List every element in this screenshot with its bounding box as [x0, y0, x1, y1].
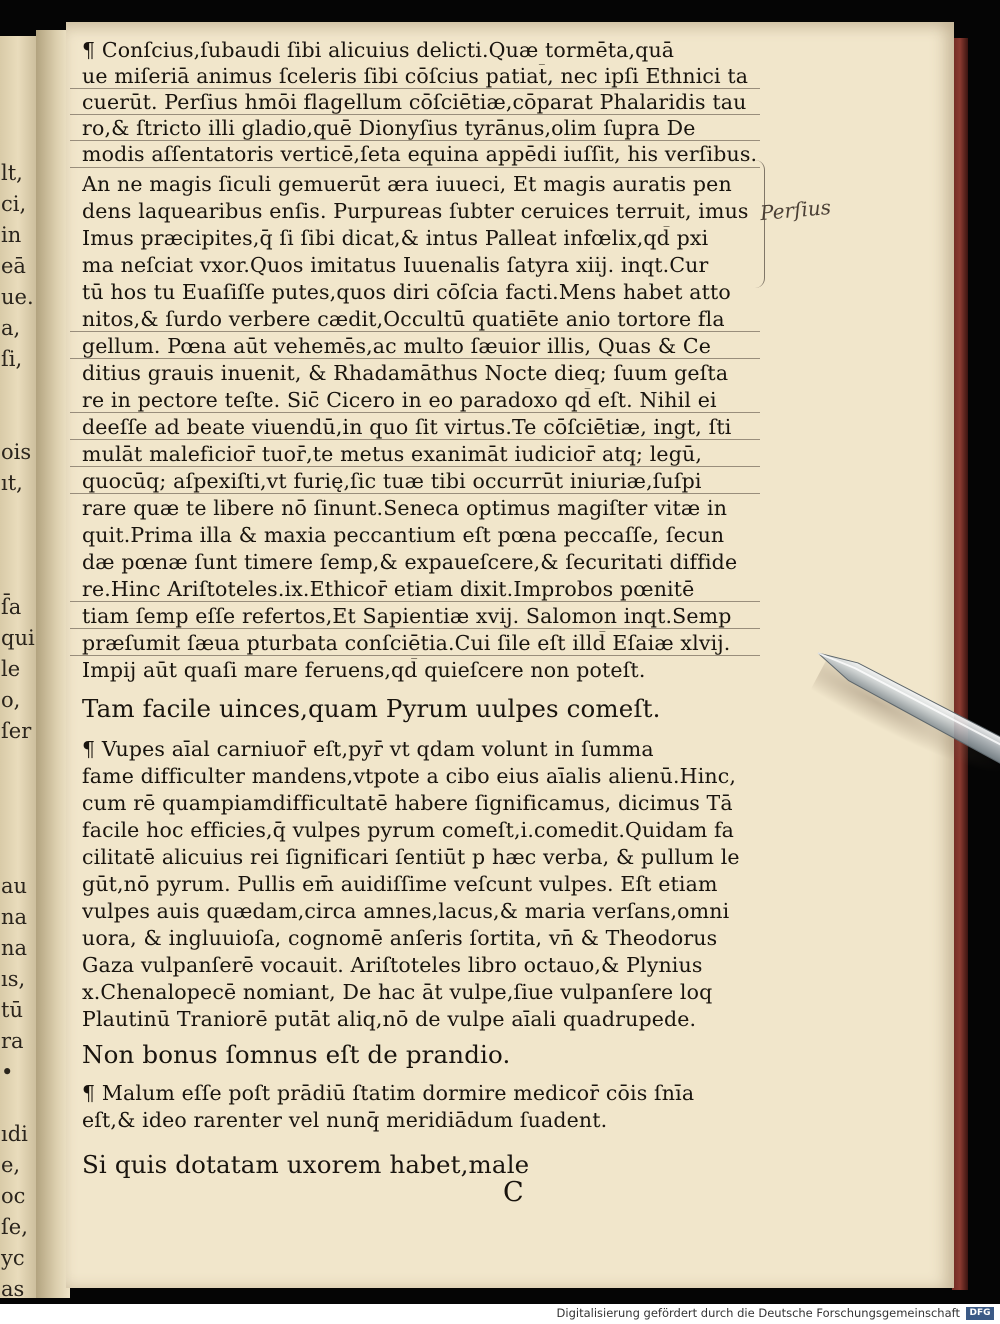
- facing-page-fragment: ſer: [1, 719, 32, 743]
- facing-page-fragment: eā: [1, 254, 26, 278]
- text-line: ¶ Malum eſſe poſt prādiū ſtatim dormire medicor̄ cōis ſnīa: [82, 1081, 695, 1105]
- underline: [70, 167, 760, 168]
- text-line: vulpes auis quædam,circa amnes,lacus,& maria verſans,omni: [82, 899, 730, 923]
- facing-page-fragment: [0, 530, 36, 561]
- facing-page-fragment: au: [1, 874, 28, 898]
- facing-page-fragment: [0, 747, 36, 778]
- facing-page-fragment: as: [1, 1277, 25, 1298]
- text-line: Plautinū Traniorē putāt aliq,nō de vulpe aīali quadrupede.: [82, 1007, 697, 1031]
- facing-page-fragment: •: [1, 1060, 14, 1084]
- underline: [70, 628, 760, 629]
- text-line: x.Chenalopecē nomiant, De hac āt vulpe,ſiue vulpanſere loq: [82, 980, 713, 1004]
- funding-credit: Digitalisierung gefördert durch die Deutsche Forschungsgemeinschaft: [556, 1306, 960, 1320]
- facing-page-fragment: ſe,: [1, 1215, 28, 1239]
- underline: [70, 655, 760, 656]
- facing-page-fragment: qui: [1, 626, 35, 650]
- text-line: ditius grauis inuenit, & Rhadamāthus Nocte dieq; ſuum geſta: [82, 361, 729, 385]
- digitization-footer: [0, 1304, 1000, 1324]
- text-line: ma neſciat vxor.Quos imitatus Iuuenalis ſatyra xiij. inqt.Cur: [82, 253, 709, 277]
- facing-page-fragment: ra: [1, 1029, 24, 1053]
- facing-page-fragment: [0, 1088, 36, 1119]
- text-line: facile hoc efficies,q̄ vulpes pyrum comeſt,i.comedit.Quidam fa: [82, 818, 735, 842]
- text-line: Gaza vulpanſerē vocauit. Ariſtoteles libro octauo,& Plynius: [82, 953, 703, 977]
- underline: [70, 88, 760, 89]
- text-line: mulāt maleficior̄ tuor̄,te metus exanimāt iudicior̄ atq; legū,: [82, 442, 703, 466]
- text-line: dæ pœnæ ſunt timere ſemp,& expaueſcere,& ſecuritati diffide: [82, 550, 738, 574]
- facing-page-edge: [0, 36, 36, 1298]
- underline: [70, 412, 760, 413]
- text-line: re in pectore teſte. Sic̄ Cicero in eo paradoxo qd̄ eſt. Nihil ei: [82, 388, 717, 412]
- text-line: Impij aūt quaſi mare feruens,qd̄ quieſcere non poteſt.: [82, 658, 646, 682]
- text-line: ue miſeriā animus ſceleris ſibi cōſcius patiat̄, nec ipſi Ethnici ta: [82, 64, 749, 88]
- text-line: tiam ſemp eſſe refertos,Et Sapientiæ xvij. Salomon inqt.Semp: [82, 604, 732, 628]
- facing-page-fragment: [0, 809, 36, 840]
- text-line: cum rē quampiamdifficultatē habere ſignificamus, dicimus Tā: [82, 791, 733, 815]
- facing-page-fragment: [0, 406, 36, 437]
- facing-page-fragment: [0, 375, 36, 406]
- text-line: ro,& ſtricto illi gladio,quē Dionyſius tyrānus,olim ſupra De: [82, 116, 696, 140]
- text-line: quit.Prima illa & maxia peccantium eſt pœna peccaſſe, ſecun: [82, 523, 725, 547]
- text-line: eſt,& ideo rarenter vel nunq̄ meridiādum ſuadent.: [82, 1108, 608, 1132]
- facing-page-fragment: yc: [1, 1246, 25, 1270]
- text-line: cuerūt. Perſius hmōi flagellum cōſciētiæ,cōparat Phalaridis tau: [82, 90, 747, 114]
- text-line: deeſſe ad beate viuendū,in quo ſit virtus.Te cōſciētiæ, ingt, ſti: [82, 415, 732, 439]
- text-line: nitos,& ſurdo verbere cædit,Occultū quatiēte anio tortore fla: [82, 307, 725, 331]
- binding-edge: [952, 38, 968, 1290]
- facing-page-fragment: ſ̄a: [1, 595, 22, 619]
- text-line: An ne magis ſiculi gemuerūt æra iuueci, Et magis auratis pen: [82, 172, 732, 196]
- facing-page-fragment: ıdi: [1, 1122, 28, 1146]
- book-gutter: [36, 30, 70, 1298]
- underline: [70, 331, 760, 332]
- text-line: uora, & ingluuioſa, cognomē anſeris ſortita, vn̄ & Theodorus: [82, 926, 718, 950]
- text-line: quocūq; aſpexiſti,vt furię,ſic tuæ tibi occurrūt iniuriæ,ſuſpi: [82, 469, 702, 493]
- text-line: tū hos tu Euaſiſſe putes,quos diri cōſcia facti.Mens habet atto: [82, 280, 731, 304]
- facing-page-fragment: ıt,: [1, 471, 23, 495]
- underline: [70, 114, 760, 115]
- facing-page-fragment: a,: [1, 316, 21, 340]
- text-line: ¶ Vupes aīal carniuor̄ eſt,pyr̄ vt qdam volunt in ſumma: [82, 737, 654, 761]
- text-line: fame difficulter mandens,vtpote a cibo eius aīalis alienū.Hinc,: [82, 764, 737, 788]
- facing-page-fragments: [0, 96, 36, 1298]
- facing-page-fragment: tū: [1, 998, 23, 1022]
- proverb-heading: Tam facile uinces,quam Pyrum uulpes comeſt.: [82, 694, 661, 723]
- facing-page-fragment: oc: [1, 1184, 26, 1208]
- facing-page-fragment: ci,: [1, 192, 27, 216]
- underline: [70, 601, 760, 602]
- signature-mark: C: [503, 1177, 524, 1208]
- facing-page-fragment: [0, 778, 36, 809]
- text-line: ¶ Conſcius,ſubaudi ſibi alicuius delicti.Quæ tormēta,quā: [82, 38, 675, 62]
- text-line: cilitatē alicuius rei ſignificari ſentiūt p hæc verba, & pullum le: [82, 845, 740, 869]
- facing-page-fragment: [0, 561, 36, 592]
- facing-page-fragment: lt,: [1, 161, 23, 185]
- text-line: rare quæ te libere nō ſinunt.Seneca optimus magiſter vitæ in: [82, 496, 728, 520]
- handwritten-margin-note: Perſius: [759, 194, 832, 226]
- underline: [70, 466, 760, 467]
- facing-page-fragment: ue.: [1, 285, 34, 309]
- facing-page-fragment: o,: [1, 688, 21, 712]
- text-line: re.Hinc Ariſtoteles.ix.Ethicor̄ etiam dixit.Improbos pœnitē: [82, 577, 695, 601]
- facing-page-fragment: [0, 499, 36, 530]
- facing-page-fragment: ıs,: [1, 967, 26, 991]
- facing-page-fragment: [0, 127, 36, 158]
- text-line: præſumit ſæua pturbata conſciētia.Cui ſile eſt illd̄ Eſaiæ xlvij.: [82, 631, 731, 655]
- facing-page-fragment: e,: [1, 1153, 21, 1177]
- proverb-heading: Si quis dotatam uxorem habet,male: [82, 1150, 530, 1179]
- underline: [70, 140, 760, 141]
- text-line: Imus præcipites,q̄ ſi ſibi dicat,& intus Palleat infœlix,qd̄ pxi: [82, 226, 709, 250]
- text-line: gellum. Pœna aūt vehemēs,ac multo ſæuior illis, Quas & Ce: [82, 334, 712, 358]
- text-line: dens laquearibus enſis. Purpureas ſubter ceruices terruit, imus: [82, 199, 749, 223]
- dfg-logo: DFG: [966, 1307, 994, 1320]
- facing-page-fragment: ſi,: [1, 347, 23, 371]
- facing-page-fragment: in: [1, 223, 22, 247]
- text-line: modis aſſentatoris verticē,ſeta equina appēdi iuſſit, his verſibus.: [82, 142, 758, 166]
- facing-page-fragment: na: [1, 905, 28, 929]
- facing-page-fragment: [0, 840, 36, 871]
- underline: [70, 358, 760, 359]
- text-line: gūt,nō pyrum. Pullis em̄ auidiſſime veſcunt vulpes. Eſt etiam: [82, 872, 718, 896]
- underline: [70, 439, 760, 440]
- proverb-heading: Non bonus ſomnus eſt de prandio.: [82, 1040, 511, 1069]
- facing-page-fragment: na: [1, 936, 28, 960]
- facing-page-fragment: le: [1, 657, 21, 681]
- facing-page-fragment: ois: [1, 440, 32, 464]
- facing-page-fragment: [0, 96, 36, 127]
- underline: [70, 493, 760, 494]
